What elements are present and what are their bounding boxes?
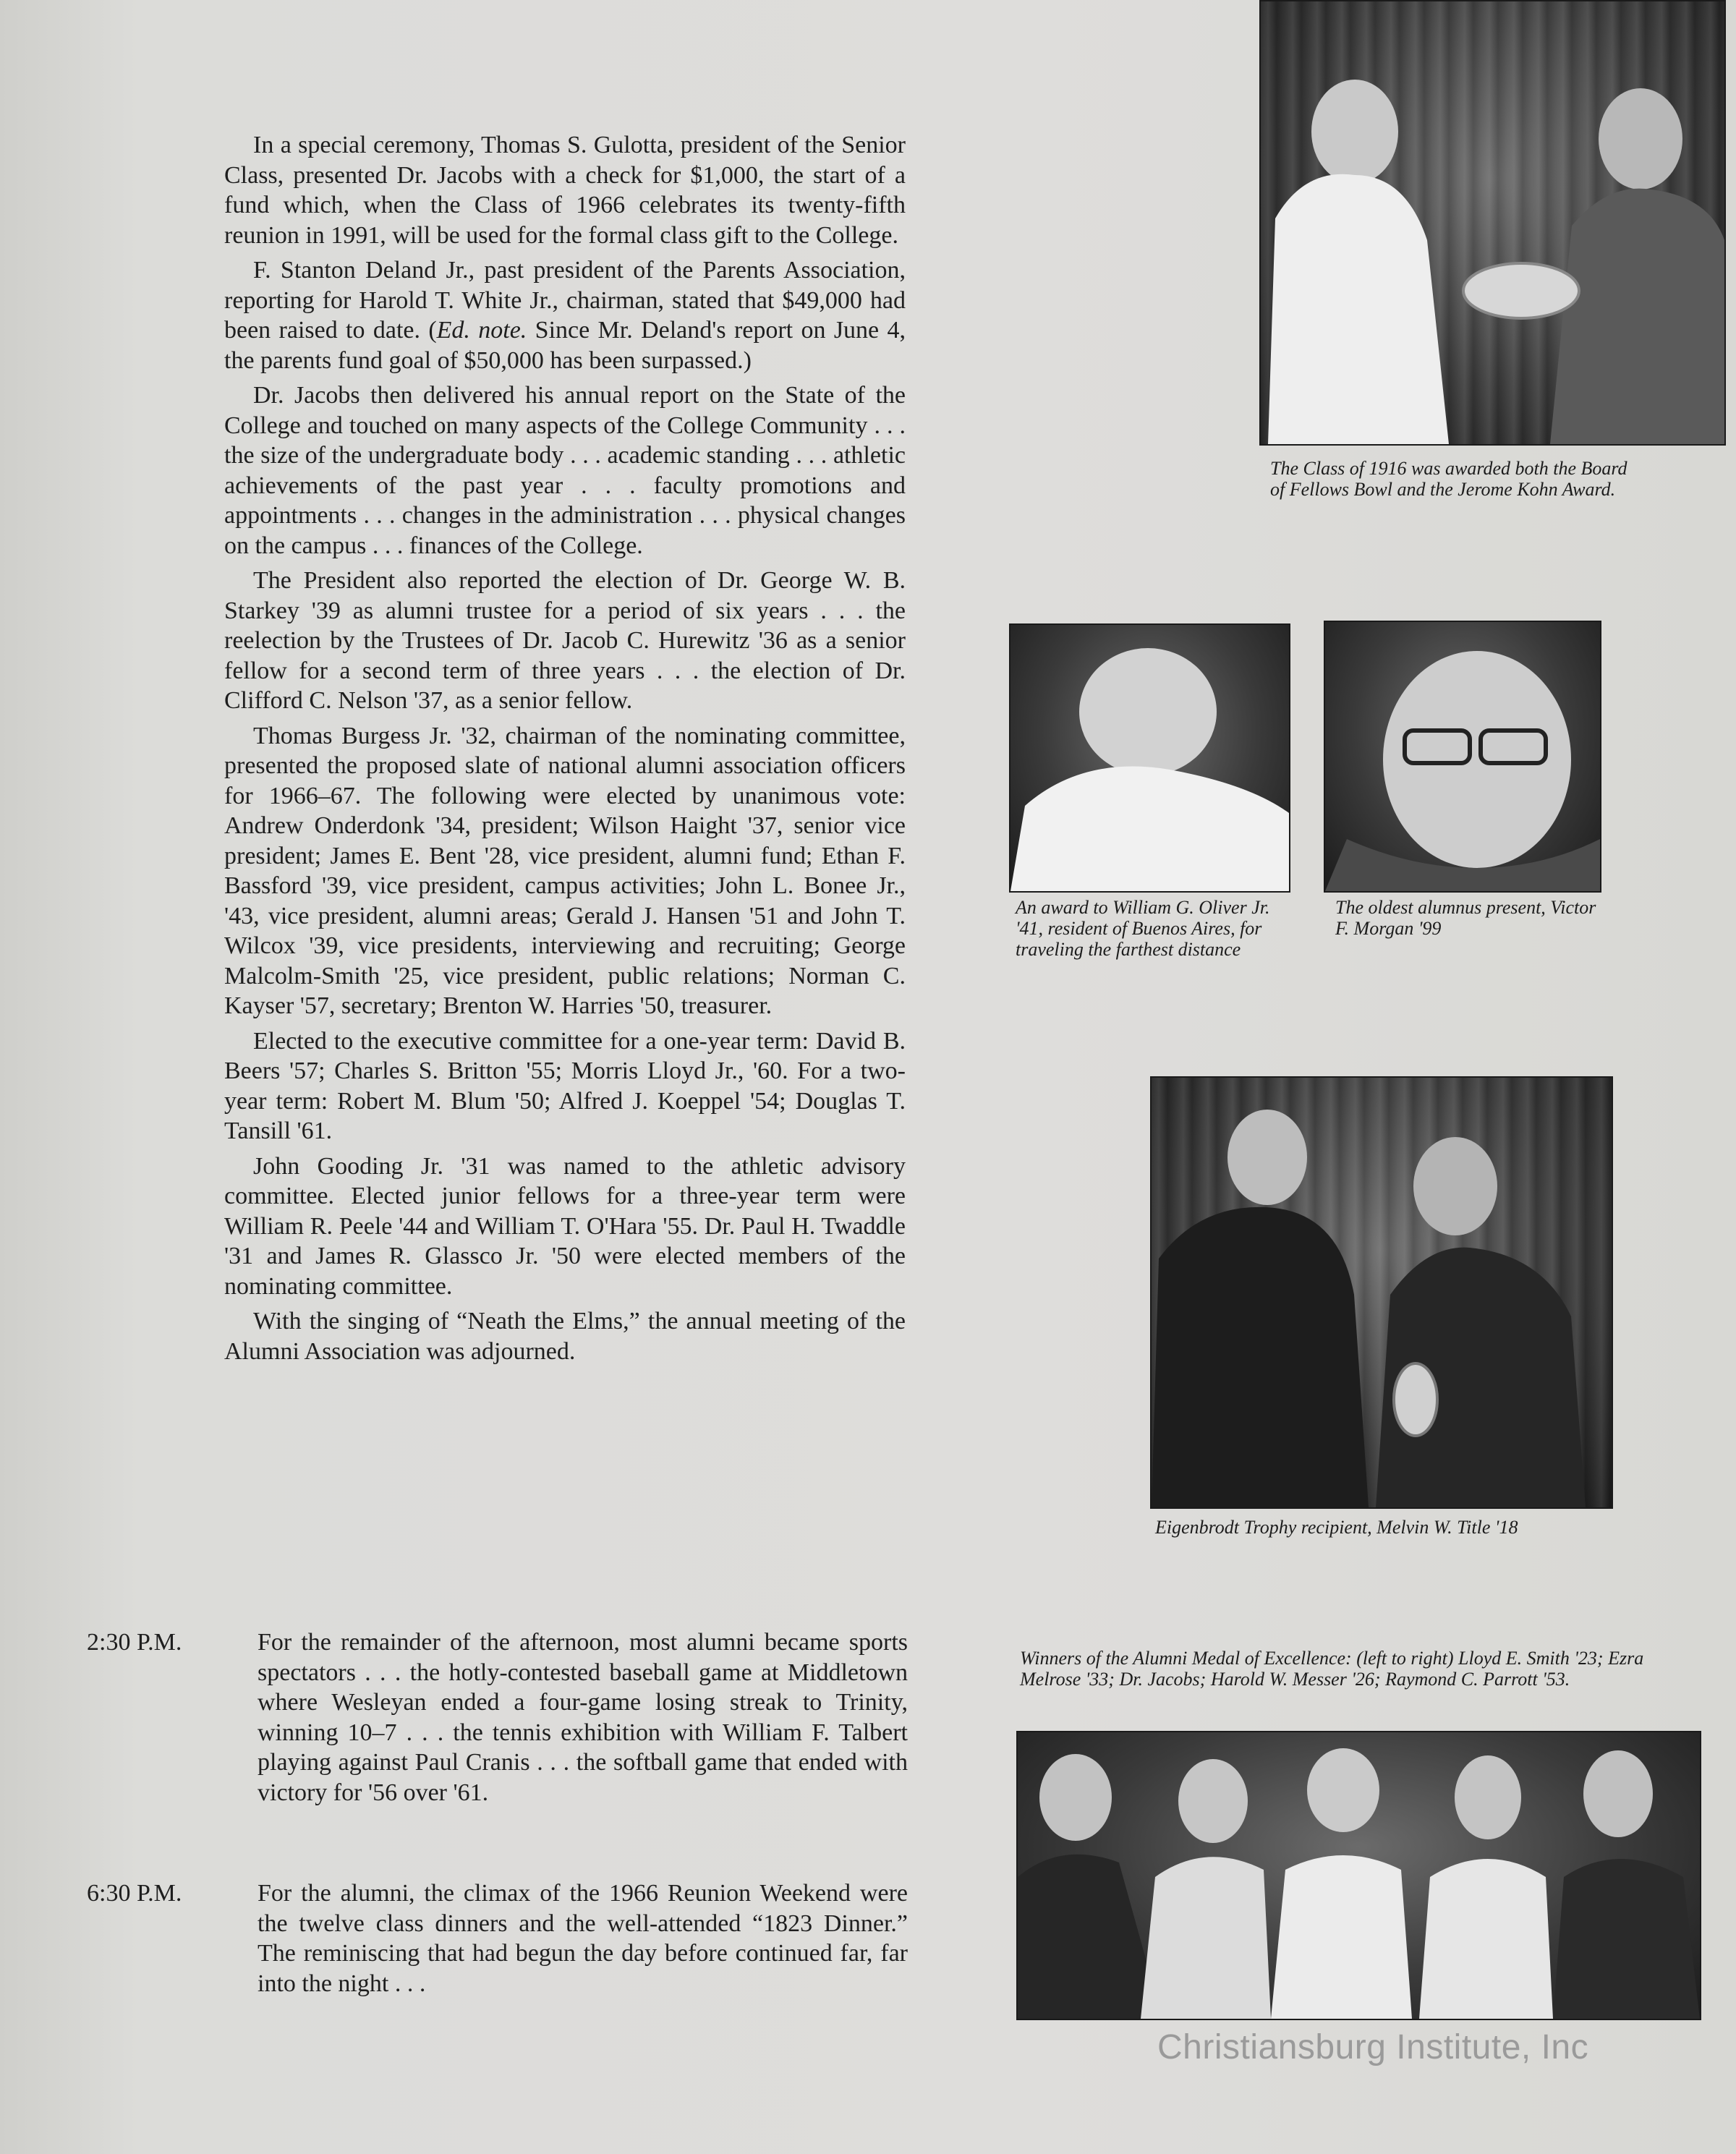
caption-medal: Winners of the Alumni Medal of Excellence: (left to right) Lloyd E. Smith '23; Ezra Melrose '33; Dr. Jacobs; Harold W. Messer '26; Raymond C. Parrott '53.: [1020, 1648, 1644, 1690]
paragraph-state-of-college: Dr. Jacobs then delivered his annual report on the State of the College and touched on many aspects of the College Community . . . the size of the undergraduate body . . . academic standing . . . athletic achievements of the past year . . . faculty promotions and appointments . . . changes in the administration . . . physical changes on the campus . . . finances of the College.: [224, 382, 906, 559]
paragraph-adjourned: With the singing of “Neath the Elms,” the annual meeting of the Alumni Association was adjourned.: [224, 1308, 906, 1365]
paragraph-gulotta: In a special ceremony, Thomas S. Gulotta, president of the Senior Class, presented Dr. Jacobs with a check for $1,000, the start of a fund which, when the Class of 1966 celebrates its twenty-fifth reunion in 1991, will be used for the formal class gift to the College.: [224, 132, 906, 249]
photo-figures: [1261, 1, 1724, 444]
schedule-text: For the alumni, the climax of the 1966 Reunion Weekend were the twelve class dinners and the well-attended “1823 Dinner.” The reminiscing that had begun the day before continued far, far into the night . . .: [258, 1880, 908, 1997]
ed-note-text: Since Mr. Deland's report on June 4, the parents fund goal of $50,000 has been surpassed.): [224, 317, 906, 374]
caption-oliver: An award to William G. Oliver Jr. '41, resident of Buenos Aires, for traveling the farthest distance: [1016, 897, 1270, 960]
paragraph-deland: [224, 255, 906, 375]
photo-figures: [1152, 1078, 1612, 1507]
schedule-entry: [87, 1627, 908, 1808]
caption-morgan: The oldest alumnus present, Victor F. Morgan '99: [1335, 897, 1596, 939]
schedule-time: 2:30 P.M.: [87, 1629, 182, 1656]
schedule-text: For the remainder of the afternoon, most alumni became sports spectators . . . the hotly-contested baseball game at Middletown where Wesleyan ended a four-game losing streak to Trinity, winning 10–7 . . . the tennis exhibition with William F. Talbert playing against Paul Cranis . . . the softball game that ended with victory for '56 over '61.: [258, 1629, 908, 1806]
photo-oliver: [1009, 623, 1290, 893]
photo-morgan: [1324, 621, 1601, 893]
schedule-time: 6:30 P.M.: [87, 1880, 182, 1907]
watermark: Christiansburg Institute, Inc: [1157, 2028, 1589, 2066]
photo-figures: [1325, 622, 1600, 891]
photo-eigenbrodt: [1150, 1076, 1613, 1509]
article-column: [224, 130, 906, 1371]
photo-figures: [1018, 1732, 1700, 2019]
ed-note-label: Ed. note.: [436, 317, 527, 344]
photo-medal-winners: [1016, 1731, 1701, 2020]
paragraph-nominating: Thomas Burgess Jr. '32, chairman of the nominating committee, presented the proposed slate of national alumni association officers for 1966–67. The following were elected by unanimous vote: Andrew Onderdonk '34, president; Wilson Haight '37, senior vice president; James E. Bent '28, vice president, alumni fund; Ethan F. Bassford '39, vice president, campus activities; John L. Bonee Jr., '43, vice president, alumni areas; Gerald J. Hansen '51 and John T. Wilcox '39, vice presidents, interviewing and recruiting; George Malcolm-Smith '25, vice president, public relations; Norman C. Kayser '57, secretary; Brenton W. Harries '50, treasurer.: [224, 722, 906, 1019]
paragraph-elections: The President also reported the election of Dr. George W. B. Starkey '39 as alumni trustee for a period of six years . . . the reelection by the Trustees of Dr. Jacob C. Hurewitz '36 as a senior fellow for a second term of three years . . . the election of Dr. Clifford C. Nelson '37, as a senior fellow.: [224, 567, 906, 714]
caption-eigenbrodt: Eigenbrodt Trophy recipient, Melvin W. Title '18: [1155, 1517, 1518, 1538]
deland-text: F. Stanton Deland Jr., past president of the Parents Association, reporting for Harold T. White Jr., chairman, stated that $49,000 had been raised to date. (: [224, 257, 906, 344]
photo-class-1916: [1259, 0, 1726, 446]
caption-class-1916: The Class of 1916 was awarded both the Board of Fellows Bowl and the Jerome Kohn Award.: [1270, 458, 1628, 500]
paragraph-executive: Elected to the executive committee for a one-year term: David B. Beers '57; Charles S. Britton '55; Morris Lloyd Jr., '60. For a two-year term: Robert M. Blum '50; Alfred J. Koeppel '54; Douglas T. Tansill '61.: [224, 1027, 906, 1144]
paragraph-gooding: John Gooding Jr. '31 was named to the athletic advisory committee. Elected junior fellows for a three-year term were William R. Peele '44 and William T. O'Hara '55. Dr. Paul H. Twaddle '31 and James R. Glassco Jr. '50 were elected members of the nominating committee.: [224, 1152, 906, 1300]
photo-figures: [1010, 625, 1289, 891]
schedule-entry: [87, 1878, 908, 1998]
